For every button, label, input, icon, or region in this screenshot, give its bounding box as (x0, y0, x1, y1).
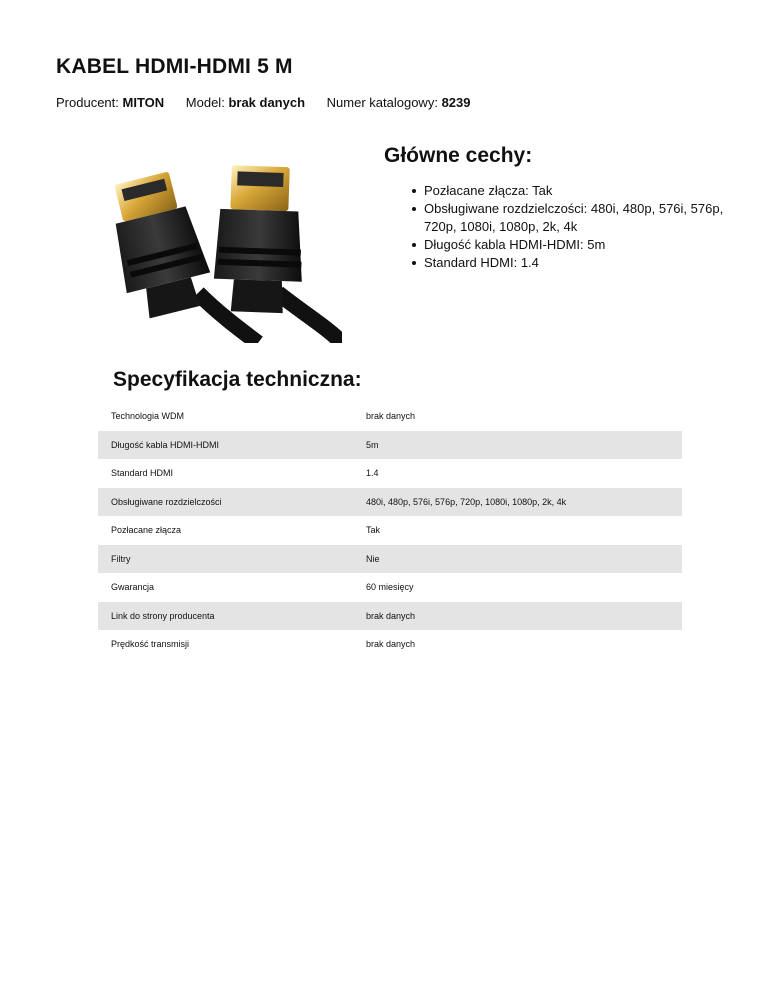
model-value: brak danych (228, 95, 306, 110)
spec-label: Długość kabla HDMI-HDMI (111, 439, 220, 450)
producer-value: MITON (122, 95, 165, 110)
table-row (98, 545, 682, 574)
features-list (384, 182, 724, 272)
producer-label: Producent: (56, 95, 119, 110)
spec-table (98, 402, 682, 659)
spec-label: Obsługiwane rozdzielczości (111, 496, 222, 507)
spec-value: Nie (366, 553, 380, 564)
spec-value: Tak (366, 525, 381, 536)
spec-value: 480i, 480p, 576i, 576p, 720p, 1080i, 1080p, 2k, 4k (366, 496, 567, 507)
feature-item: Obsługiwane rozdzielczości: 480i, 480p, 576i, 576p, 720p, 1080i, 1080p, 2k, 4k (424, 201, 724, 234)
spec-value: brak danych (366, 610, 416, 621)
feature-item: Standard HDMI: 1.4 (424, 254, 724, 272)
table-row (98, 602, 682, 631)
spec-value: 60 miesięcy (366, 582, 414, 593)
table-row (98, 459, 682, 488)
table-row (98, 573, 682, 602)
product-meta (56, 95, 488, 110)
model-info (186, 95, 305, 110)
feature-item: Długość kabla HDMI-HDMI: 5m (424, 236, 724, 254)
spec-value: brak danych (366, 411, 416, 422)
table-row (98, 488, 682, 517)
table-row (98, 431, 682, 460)
producer-info (56, 95, 164, 110)
product-image (88, 143, 342, 343)
spec-value: brak danych (366, 639, 416, 650)
spec-label: Technologia WDM (111, 411, 185, 422)
page-title: KABEL HDMI-HDMI 5 M (56, 55, 293, 78)
catalog-label: Numer katalogowy: (326, 95, 438, 110)
spec-heading: Specyfikacja techniczna: (113, 368, 362, 391)
spec-label: Standard HDMI (111, 468, 174, 479)
spec-label: Prędkość transmisji (111, 639, 190, 650)
table-row (98, 630, 682, 659)
spec-value: 5m (366, 439, 379, 450)
spec-label: Pozłacane złącza (111, 525, 182, 536)
spec-value: 1.4 (366, 468, 379, 479)
catalog-info (327, 95, 471, 110)
spec-label: Gwarancja (111, 582, 155, 593)
catalog-value: 8239 (441, 95, 471, 110)
feature-item: Pozłacane złącza: Tak (424, 182, 724, 200)
table-row (98, 516, 682, 545)
spec-label: Link do strony producenta (111, 610, 215, 621)
table-row (98, 402, 682, 431)
model-label: Model: (185, 95, 225, 110)
spec-label: Filtry (111, 553, 131, 564)
features-heading: Główne cechy: (384, 144, 533, 167)
